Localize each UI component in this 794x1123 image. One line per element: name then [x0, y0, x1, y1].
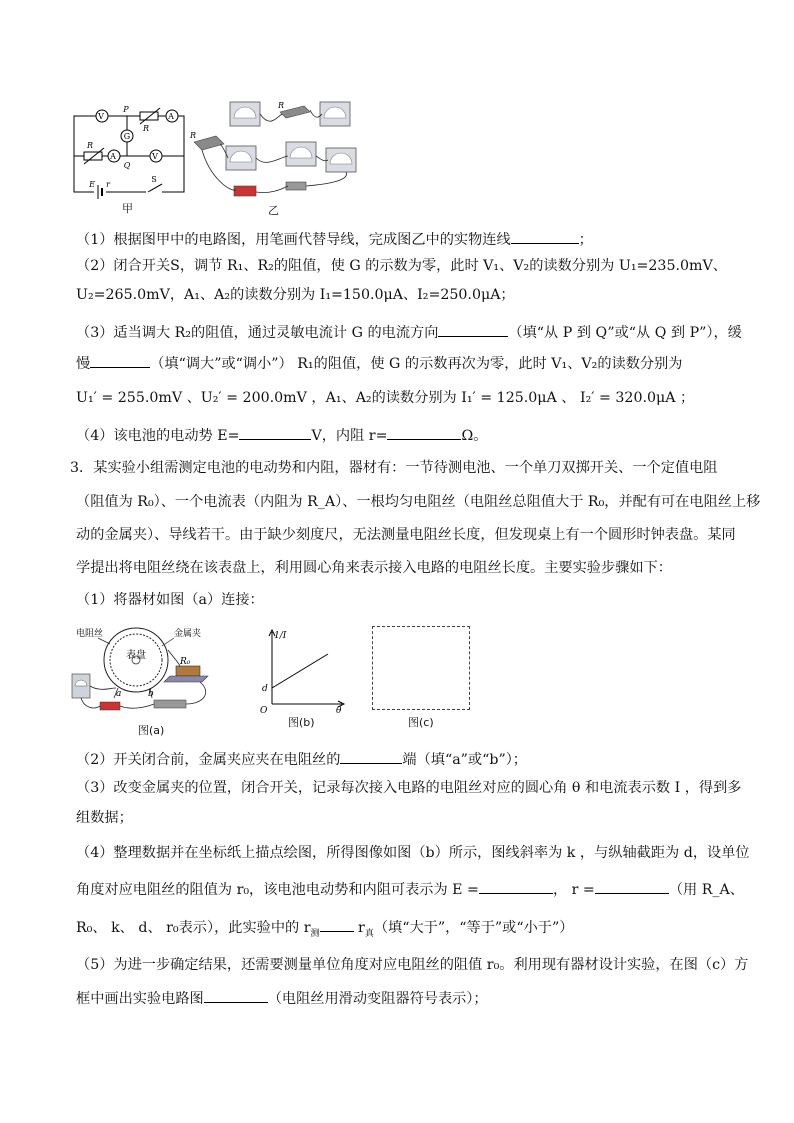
e-label: E: [89, 180, 95, 189]
q2-part3c: U₁′ = 255.0mV 、U₂′ = 200.0mV ，A₁、A₂的读数分别为 I₁′ = 125.0μA 、 I₂′ = 320.0μA ；: [76, 390, 695, 406]
intercept-label: d: [262, 684, 268, 694]
answer-blank-r-expression[interactable]: [595, 877, 669, 894]
answer-blank-emf[interactable]: [239, 423, 311, 440]
q2-part2a: （2）闭合开关S，调节 R₁、R₂的阻值，使 G 的示数为零，此时 V₁、V₂的读数分别为 U₁=235.0mV、: [76, 258, 727, 274]
q3-step3b: 组数据；: [76, 810, 133, 826]
q3-step5b: 框中画出实验电路图 （电阻丝用滑动变阻器符号表示）；: [76, 986, 726, 1009]
q3-step3a: （3）改变金属夹的位置，闭合开关，记录每次接入电路的电阻丝对应的圆心角 θ 和电流表示数 I ，得到多: [76, 780, 742, 796]
answer-blank-wiring[interactable]: [511, 227, 579, 244]
y-axis-label: 1/I: [274, 631, 287, 641]
q3-line3: 动的金属夹）、导线若干。由于缺少刻度尺，无法测量电阻丝长度，但发现桌上有一个圆形时钟表盘。某同: [76, 527, 736, 543]
dial-label: 表盘: [126, 650, 146, 661]
caption-a: 图(a): [138, 724, 165, 737]
p-label: P: [123, 105, 129, 114]
answer-blank-circuit[interactable]: [204, 986, 268, 1003]
q3-line2: （阻值为 R₀）、一个电流表（内阻为 R_A）、一根均匀电阻丝（电阻丝总阻值大于 R₀，并配有可在电阻丝上移: [76, 494, 761, 510]
answer-blank-current-direction[interactable]: [438, 320, 508, 337]
q3-line1: 3．某实验小组需测定电池的电动势和内阻，器材有：一节待测电池、一个单刀双掷开关、一个定值电阻: [70, 460, 718, 476]
circuit-diagram-jia: [70, 100, 190, 200]
yi-r1-label: R: [190, 131, 197, 140]
q2-part4: （4）该电池的电动势 E= V，内阻 r= Ω。: [76, 423, 726, 446]
r2-label: R: [142, 124, 150, 133]
figure-a-apparatus: [70, 622, 220, 727]
b-label: b: [148, 689, 154, 699]
g-label: G: [123, 132, 131, 141]
origin-label: O: [260, 706, 268, 714]
q3-step4c: R₀、 k、 d、 r₀表示），此实验中的 $r_测$ $r_真$（填“大于”，“等于”或“小于”）: [76, 915, 726, 944]
x-axis-label: θ: [336, 706, 342, 714]
a-label: a: [116, 689, 122, 699]
q-label: Q: [123, 161, 131, 170]
wire-label: 电阻丝: [76, 629, 104, 639]
q2-part1: （1）根据图甲中的电路图，用笔画代替导线，完成图乙中的实物连线 ；: [76, 227, 726, 250]
answer-blank-E-expression[interactable]: [479, 877, 553, 894]
apparatus-yi: [190, 98, 360, 200]
answer-blank-compare[interactable]: [320, 915, 354, 932]
q3-step5a: （5）为进一步确定结果，还需要测量单位角度对应电阻丝的阻值 r₀。利用现有器材设计实验，在图（c）方: [76, 957, 749, 973]
caption-jia: 甲: [122, 202, 133, 215]
r1-label: R: [86, 141, 94, 150]
q2-part3b: 慢 （填“调大”或“调小”） R₁的阻值，使 G 的示数再次为零，此时 V₁、V₂的读数分别为: [76, 351, 726, 374]
answer-blank-internal-resistance[interactable]: [387, 423, 461, 440]
a2-label: A: [168, 112, 174, 121]
v2-label: V: [152, 152, 158, 161]
figure-b-graph: [256, 624, 346, 714]
yi-r2-label: R: [278, 101, 285, 110]
q3-step4b: 角度对应电阻丝的阻值为 r₀，该电池电动势和内阻可表示为 E = ， r = （用 R_A、: [76, 877, 726, 900]
clip-label: 金属夹: [174, 629, 202, 639]
r-label: r: [106, 180, 110, 189]
figure-c-box[interactable]: [372, 626, 470, 710]
r0-label: R₀: [180, 657, 191, 667]
q2-part3a: （3）适当调大 R₂的阻值，通过灵敏电流计 G 的电流方向 （填“从 P 到 Q”或“从 Q 到 P”），缓: [76, 320, 726, 343]
q3-step1: （1）将器材如图（a）连接：: [76, 592, 264, 608]
q3-step4a: （4）整理数据并在坐标纸上描点绘图，所得图像如图（b）所示，图线斜率为 k ，与纵轴截距为 d，设单位: [76, 845, 750, 861]
v1-label: V: [98, 112, 104, 121]
q3-line4: 学提出将电阻丝绕在该表盘上，利用圆心角来表示接入电路的电阻丝长度。主要实验步骤如下：: [76, 560, 672, 576]
caption-b: 图(b): [288, 716, 315, 729]
caption-yi: 乙: [268, 204, 279, 217]
q3-step2: （2）开关闭合前，金属夹应夹在电阻丝的 端（填“a”或“b”）；: [76, 747, 726, 770]
s-label: S: [151, 175, 157, 184]
answer-blank-adjust[interactable]: [90, 351, 150, 368]
q2-part2b: U₂=265.0mV，A₁、A₂的读数分别为 I₁=150.0μA、I₂=250.0μA；: [76, 287, 515, 303]
a1-label: A: [110, 152, 116, 161]
answer-blank-clip-end[interactable]: [340, 747, 402, 764]
caption-c: 图(c): [408, 716, 434, 729]
